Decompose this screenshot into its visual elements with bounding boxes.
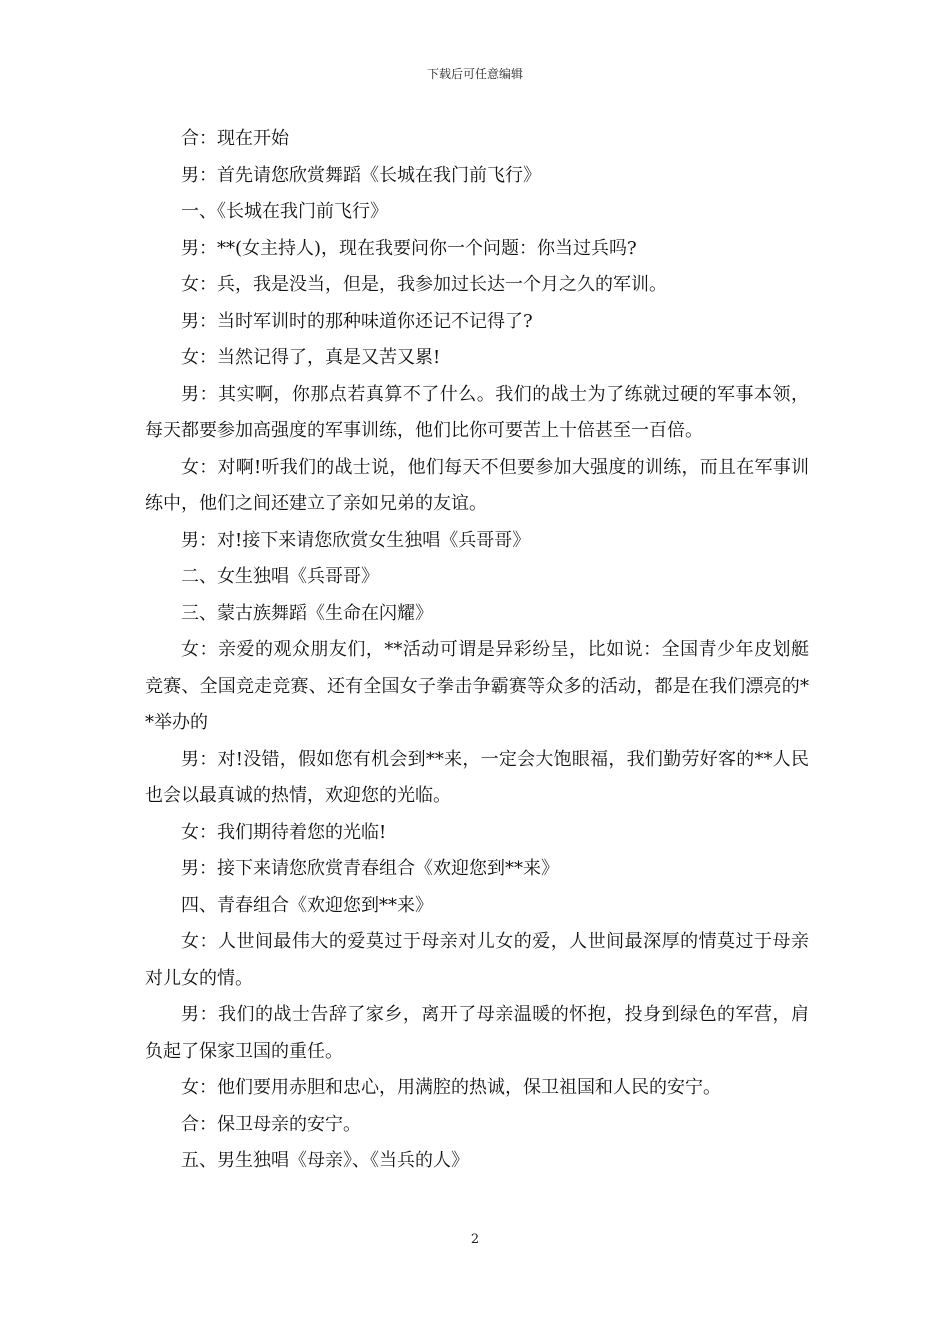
paragraph: 女：亲爱的观众朋友们，**活动可谓是异彩纷呈，比如说：全国青少年皮划艇竞赛、全国竞走竞赛、还有全国女子拳击争霸赛等众多的活动，都是在我们漂亮的**举办的 — [145, 639, 809, 733]
paragraph: 女：对啊!听我们的战士说，他们每天不但要参加大强度的训练，而且在军事训练中，他们之间还建立了亲如兄弟的友谊。 — [145, 456, 809, 514]
paragraph: 女：当然记得了，真是又苦又累! — [181, 347, 441, 368]
paragraph: 四、青春组合《欢迎您到**来》 — [181, 894, 433, 916]
page-number: 2 — [470, 1232, 480, 1247]
paragraph: 二、女生独唱《兵哥哥》 — [181, 566, 379, 587]
paragraph: 女：兵，我是没当，但是，我参加过长达一个月之久的军训。 — [181, 274, 667, 295]
paragraph: 五、男生独唱《母亲》、《当兵的人》 — [181, 1150, 469, 1171]
paragraph: 男：我们的战士告辞了家乡，离开了母亲温暖的怀抱，投身到绿色的军营，肩负起了保家卫国的重任。 — [145, 1004, 809, 1062]
paragraph: 男：当时军训时的那种味道你还记不记得了? — [181, 310, 533, 332]
paragraph: 一、《长城在我门前飞行》 — [181, 201, 388, 222]
paragraph: 男：其实啊，你那点若真算不了什么。我们的战士为了练就过硬的军事本领，每天都要参加高强度的军事训练，他们比你可要苦上十倍甚至一百倍。 — [145, 383, 809, 441]
paragraph: 女：他们要用赤胆和忠心，用满腔的热诚，保卫祖国和人民的安宁。 — [181, 1077, 721, 1098]
paragraph: 合：现在开始 — [181, 128, 289, 149]
paragraph: 男：**(女主持人)，现在我要问你一个问题：你当过兵吗? — [181, 237, 637, 259]
document-body — [145, 121, 809, 1180]
paragraph: 男：首先请您欣赏舞蹈《长城在我门前飞行》 — [181, 164, 541, 186]
paragraph: 女：我们期待着您的光临! — [181, 821, 387, 843]
paragraph: 女：人世间最伟大的爱莫过于母亲对儿女的爱，人世间最深厚的情莫过于母亲对儿女的情。 — [145, 931, 809, 989]
paragraph: 男：接下来请您欣赏青春组合《欢迎您到**来》 — [181, 858, 559, 879]
paragraph: 三、蒙古族舞蹈《生命在闪耀》 — [181, 602, 433, 624]
page-header: 下载后可任意编辑 — [426, 67, 523, 81]
paragraph: 合：保卫母亲的安宁。 — [181, 1113, 361, 1135]
paragraph: 男：对!接下来请您欣赏女生独唱《兵哥哥》 — [181, 529, 531, 551]
paragraph: 男：对!没错，假如您有机会到**来，一定会大饱眼福，我们勤劳好客的**人民也会以最真诚的热情，欢迎您的光临。 — [145, 748, 809, 806]
